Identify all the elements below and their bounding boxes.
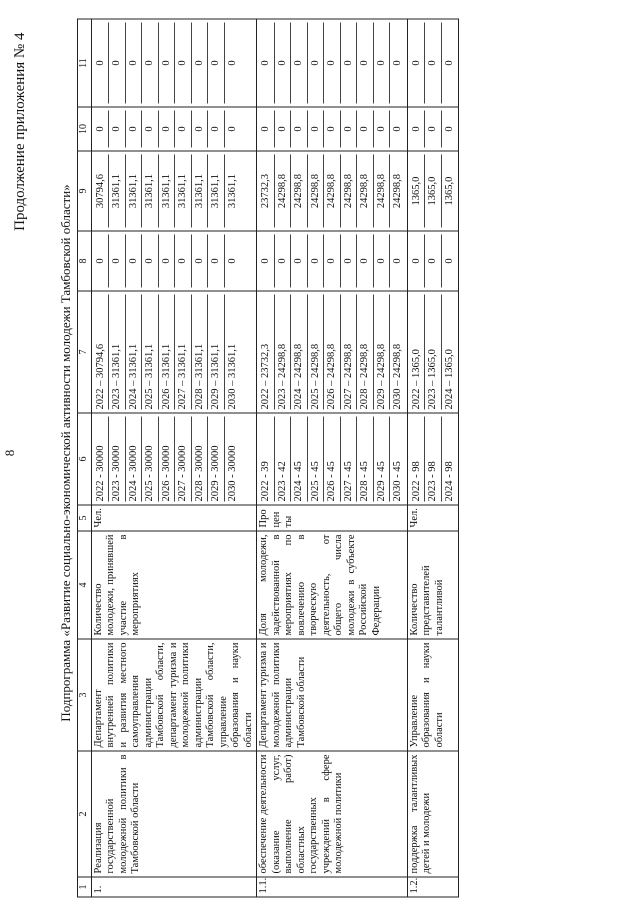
year-value: 31361,1 [192, 154, 209, 227]
year-value: 0 [258, 234, 275, 287]
funding-regional [257, 151, 408, 231]
year-value: 2024 – 1365,0 [443, 348, 455, 409]
table-row [257, 19, 408, 897]
year-value: 2024 - 45 [291, 416, 308, 501]
year-value: 24298,8 [291, 154, 308, 227]
funding-federal [91, 231, 257, 291]
year-value: 0 [275, 22, 292, 103]
funding-regional [91, 151, 257, 231]
year-value: 0 [126, 110, 143, 147]
year-value: 2023 - 42 [275, 416, 292, 501]
year-value: 2022 - 98 [409, 416, 426, 501]
year-value: 2023 – 24298,8 [275, 294, 292, 409]
year-value: 0 [357, 22, 374, 103]
year-value: 0 [291, 110, 308, 147]
column-number: 9 [78, 151, 92, 231]
year-value: 2023 - 30000 [109, 416, 126, 501]
year-value: 0 [192, 22, 209, 103]
year-value: 2024 - 98 [443, 460, 455, 501]
year-value: 0 [357, 234, 374, 287]
year-value: 0 [341, 22, 358, 103]
year-value: 0 [308, 234, 325, 287]
year-value: 31361,1 [159, 154, 176, 227]
executor: Департамент туризма и молодежной политики администрации Тамбовской области [257, 639, 408, 751]
year-value: 0 [142, 22, 159, 103]
year-value: 2030 – 24298,8 [392, 343, 403, 409]
funding-federal [407, 231, 459, 291]
year-value: 2022 – 30794,6 [93, 294, 110, 409]
year-value: 0 [142, 234, 159, 287]
year-value: 0 [308, 110, 325, 147]
subprogram-title: Подпрограмма «Развитие социально-экономической активности молодежи Тамбовской области» [58, 183, 73, 722]
page-number: 8 [2, 449, 17, 456]
year-value: 24298,8 [308, 154, 325, 227]
year-value: 0 [226, 59, 238, 66]
unit: Чел. [91, 505, 257, 531]
year-value: 0 [142, 110, 159, 147]
table-row [407, 19, 459, 897]
year-value: 2022 – 23732,3 [258, 294, 275, 409]
year-value: 2027 - 30000 [175, 416, 192, 501]
year-value: 0 [258, 110, 275, 147]
year-value: 24298,8 [341, 154, 358, 227]
indicator: Количество представителей талантливой [407, 531, 459, 639]
year-value: 24298,8 [324, 154, 341, 227]
measure-name: Реализация государственной молодежной политики в Тамбовской области [91, 751, 257, 877]
year-value: 0 [392, 257, 403, 264]
year-value: 24298,8 [275, 154, 292, 227]
year-value: 0 [324, 22, 341, 103]
executor: Департамент внутренней политики и развития местного самоуправления администрации Тамбовской области, департамент туризма и молодежной политики администрации Тамбовской области, управление образования и науки области [91, 639, 257, 751]
year-value: 1365,0 [443, 176, 455, 205]
funding-regional [407, 151, 459, 231]
appendix-continuation-label: Продолжение приложения № 4 [12, 32, 28, 231]
year-value: 0 [109, 110, 126, 147]
target-values [407, 413, 459, 505]
funding-total [407, 291, 459, 413]
year-value: 0 [175, 110, 192, 147]
year-value: 0 [409, 234, 426, 287]
year-value: 0 [275, 234, 292, 287]
funding-total [91, 291, 257, 413]
year-value: 0 [175, 234, 192, 287]
column-number: 7 [78, 291, 92, 413]
year-value: 2030 - 45 [392, 460, 403, 501]
funding-federal [257, 231, 408, 291]
year-value: 2027 - 45 [341, 416, 358, 501]
year-value: 24298,8 [357, 154, 374, 227]
measure-name: поддержка талантливых детей и молодежи [407, 751, 459, 877]
year-value: 0 [192, 234, 209, 287]
year-value: 2028 - 45 [357, 416, 374, 501]
target-values [91, 413, 257, 505]
table-row [91, 19, 257, 897]
year-value: 0 [159, 234, 176, 287]
year-value: 0 [409, 22, 426, 103]
funding-local [407, 107, 459, 151]
column-number: 2 [78, 751, 92, 877]
year-value: 2024 - 30000 [126, 416, 143, 501]
column-number: 8 [78, 231, 92, 291]
funding-other [407, 19, 459, 107]
year-value: 31361,1 [175, 154, 192, 227]
year-value: 2025 - 30000 [142, 416, 159, 501]
year-value: 2030 – 31361,1 [226, 343, 238, 409]
column-number: 10 [78, 107, 92, 151]
year-value: 2023 – 31361,1 [109, 294, 126, 409]
year-value: 0 [341, 110, 358, 147]
year-value: 2027 – 24298,8 [341, 294, 358, 409]
funding-other [257, 19, 408, 107]
column-number: 4 [78, 531, 92, 639]
indicator: Доля молодежи, задействованной в мероприятиях по вовлечению в творческую деятельность, от общего числа молодежи в субъекте Российской Федерации [257, 531, 408, 639]
year-value: 0 [109, 22, 126, 103]
year-value: 2026 - 45 [324, 416, 341, 501]
row-number: 1.2. [407, 877, 459, 897]
year-value: 0 [126, 234, 143, 287]
year-value: 2026 – 31361,1 [159, 294, 176, 409]
year-value: 0 [308, 22, 325, 103]
year-value: 2022 – 1365,0 [409, 294, 426, 409]
program-table [77, 18, 459, 897]
funding-local [257, 107, 408, 151]
year-value: 24298,8 [392, 173, 403, 208]
year-value: 31361,1 [226, 173, 238, 208]
year-value: 0 [443, 59, 455, 66]
year-value: 0 [126, 22, 143, 103]
year-value: 0 [324, 110, 341, 147]
year-value: 0 [208, 110, 225, 147]
year-value: 0 [109, 234, 126, 287]
year-value: 0 [159, 110, 176, 147]
year-value: 2030 - 30000 [226, 445, 238, 501]
year-value: 0 [159, 22, 176, 103]
year-value: 23732,3 [258, 154, 275, 227]
column-number: 1 [78, 877, 92, 897]
year-value: 2025 – 31361,1 [142, 294, 159, 409]
year-value: 0 [443, 257, 455, 264]
year-value: 0 [93, 234, 110, 287]
year-value: 2024 – 31361,1 [126, 294, 143, 409]
year-value: 0 [357, 110, 374, 147]
year-value: 2028 – 31361,1 [192, 294, 209, 409]
year-value: 0 [425, 110, 442, 147]
year-value: 31361,1 [142, 154, 159, 227]
column-number: 11 [78, 19, 92, 107]
year-value: 0 [374, 22, 391, 103]
year-value: 0 [374, 234, 391, 287]
year-value: 0 [291, 22, 308, 103]
indicator: Количество молодежи, принявшей участие в мероприятиях [91, 531, 257, 639]
year-value: 2029 - 30000 [208, 416, 225, 501]
year-value: 2022 - 30000 [93, 416, 110, 501]
unit: Проценты [257, 505, 408, 531]
year-value: 0 [175, 22, 192, 103]
year-value: 0 [258, 22, 275, 103]
year-value: 0 [208, 22, 225, 103]
year-value: 1365,0 [425, 154, 442, 227]
target-values [257, 413, 408, 505]
year-value: 2029 – 24298,8 [374, 294, 391, 409]
row-number: 1.1. [257, 877, 408, 897]
year-value: 0 [226, 125, 238, 132]
year-value: 2025 - 45 [308, 416, 325, 501]
year-value: 2026 - 30000 [159, 416, 176, 501]
funding-local [91, 107, 257, 151]
row-number: 1. [91, 877, 257, 897]
year-value: 2028 – 24298,8 [357, 294, 374, 409]
year-value: 0 [93, 22, 110, 103]
year-value: 0 [425, 234, 442, 287]
year-value: 24298,8 [374, 154, 391, 227]
column-number: 6 [78, 413, 92, 505]
column-number: 5 [78, 505, 92, 531]
executor: Управление образования и науки области [407, 639, 459, 751]
year-value: 0 [425, 22, 442, 103]
year-value: 31361,1 [208, 154, 225, 227]
year-value: 0 [291, 234, 308, 287]
year-value: 1365,0 [409, 154, 426, 227]
year-value: 2026 – 24298,8 [324, 294, 341, 409]
year-value: 0 [443, 125, 455, 132]
year-value: 2022 - 39 [258, 416, 275, 501]
measure-name: обеспечение деятельности (оказание услуг, выполнение работ) областных государственных учреждений в сфере молодежной политики [257, 751, 408, 877]
year-value: 0 [208, 234, 225, 287]
column-number-row [78, 19, 92, 897]
year-value: 0 [275, 110, 292, 147]
year-value: 31361,1 [126, 154, 143, 227]
year-value: 2029 - 45 [374, 416, 391, 501]
year-value: 2024 – 24298,8 [291, 294, 308, 409]
funding-total [257, 291, 408, 413]
year-value: 0 [192, 110, 209, 147]
year-value: 0 [93, 110, 110, 147]
year-value: 31361,1 [109, 154, 126, 227]
funding-other [91, 19, 257, 107]
year-value: 2023 – 1365,0 [425, 294, 442, 409]
column-number: 3 [78, 639, 92, 751]
year-value: 2027 – 31361,1 [175, 294, 192, 409]
year-value: 30794,6 [93, 154, 110, 227]
year-value: 0 [341, 234, 358, 287]
year-value: 0 [324, 234, 341, 287]
year-value: 0 [226, 257, 238, 264]
year-value: 2029 – 31361,1 [208, 294, 225, 409]
year-value: 2028 - 30000 [192, 416, 209, 501]
year-value: 2025 – 24298,8 [308, 294, 325, 409]
year-value: 0 [409, 110, 426, 147]
unit: Чел. [407, 505, 459, 531]
year-value: 0 [392, 59, 403, 66]
year-value: 0 [392, 125, 403, 132]
year-value: 0 [374, 110, 391, 147]
year-value: 2023 - 98 [425, 416, 442, 501]
